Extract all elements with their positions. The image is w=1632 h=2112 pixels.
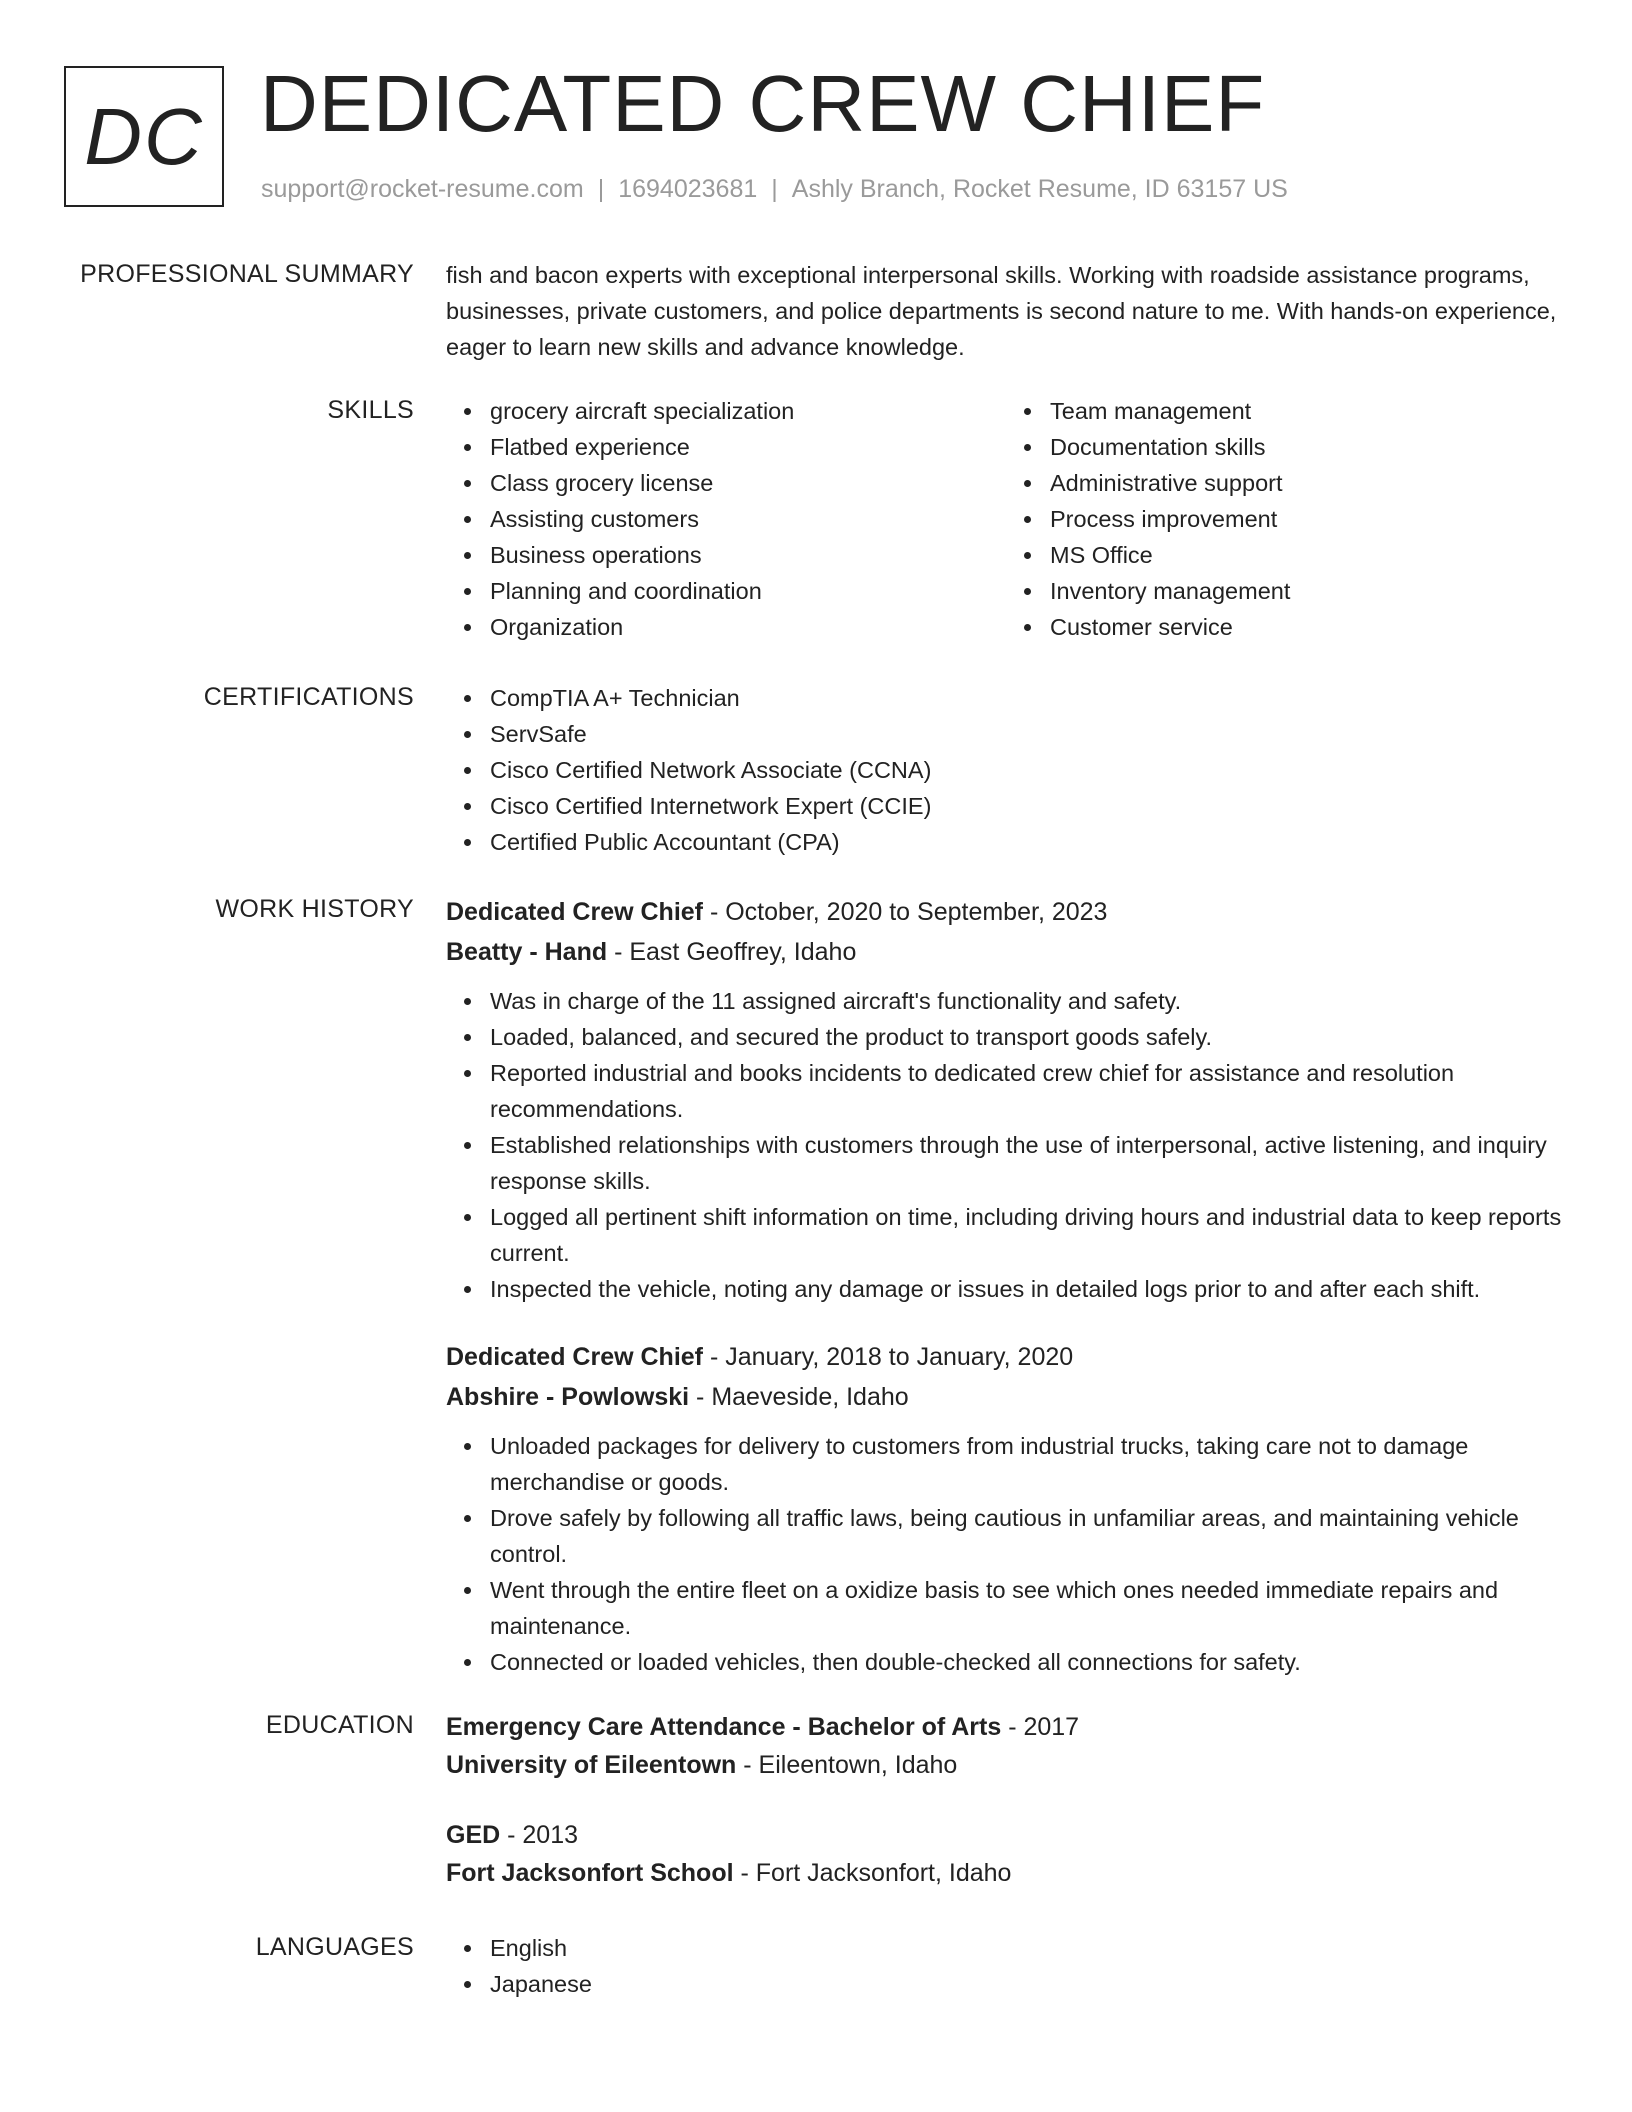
job-entry bbox=[446, 892, 1566, 1307]
summary-content bbox=[446, 257, 1566, 365]
degree-year: - 2013 bbox=[500, 1821, 579, 1849]
list-item: Class grocery license bbox=[490, 465, 1006, 501]
school-line bbox=[446, 1854, 1566, 1892]
job-dates: - October, 2020 to September, 2023 bbox=[703, 898, 1108, 926]
degree-name: GED bbox=[446, 1821, 501, 1849]
work-history-content bbox=[446, 892, 1566, 1680]
list-item: Administrative support bbox=[1050, 465, 1566, 501]
list-item: English bbox=[490, 1930, 1566, 1966]
list-item: Inventory management bbox=[1050, 573, 1566, 609]
degree-line bbox=[446, 1816, 1566, 1854]
degree-year: - 2017 bbox=[1001, 1713, 1080, 1741]
list-item: Inspected the vehicle, noting any damage or issues in detailed logs prior to and after each shift. bbox=[490, 1271, 1566, 1307]
skills-list-right bbox=[1006, 393, 1566, 645]
job-entry bbox=[446, 1337, 1566, 1680]
list-item: Business operations bbox=[490, 537, 1006, 573]
education-entry bbox=[446, 1816, 1566, 1892]
list-item: Cisco Certified Internetwork Expert (CCIE) bbox=[490, 788, 1566, 824]
list-item: ServSafe bbox=[490, 716, 1566, 752]
contact-line bbox=[261, 174, 1288, 204]
list-item: Drove safely by following all traffic laws, being cautious in unfamiliar areas, and maintaining vehicle control. bbox=[490, 1500, 1566, 1572]
candidate-name: DEDICATED CREW CHIEF bbox=[260, 59, 1266, 148]
company-location: - Maeveside, Idaho bbox=[689, 1383, 909, 1411]
section-label-skills: SKILLS bbox=[327, 396, 414, 424]
degree-line bbox=[446, 1708, 1566, 1746]
job-title: Dedicated Crew Chief bbox=[446, 1343, 704, 1371]
skills-grid bbox=[446, 393, 1566, 645]
contact-separator: | bbox=[597, 175, 605, 203]
section-label-certifications: CERTIFICATIONS bbox=[203, 683, 414, 711]
list-item: Logged all pertinent shift information on time, including driving hours and industrial data to keep reports current. bbox=[490, 1199, 1566, 1271]
list-item: Went through the entire fleet on a oxidize basis to see which ones needed immediate repairs and maintenance. bbox=[490, 1572, 1566, 1644]
summary-text: fish and bacon experts with exceptional interpersonal skills. Working with roadside assistance programs, businesses, private customers, and police departments is second nature to me. With hands-on experience, eager to learn new skills and advance knowledge. bbox=[446, 262, 1557, 360]
list-item: Process improvement bbox=[1050, 501, 1566, 537]
languages-content bbox=[446, 1930, 1566, 2002]
school-line bbox=[446, 1746, 1566, 1784]
list-item: MS Office bbox=[1050, 537, 1566, 573]
list-item: Documentation skills bbox=[1050, 429, 1566, 465]
list-item: Team management bbox=[1050, 393, 1566, 429]
contact-address: Ashly Branch, Rocket Resume, ID 63157 US bbox=[791, 175, 1288, 203]
languages-list bbox=[446, 1930, 1566, 2002]
list-item: Assisting customers bbox=[490, 501, 1006, 537]
school-name: Fort Jacksonfort School bbox=[446, 1859, 734, 1887]
list-item: Planning and coordination bbox=[490, 573, 1006, 609]
list-item: Organization bbox=[490, 609, 1006, 645]
company-location: - East Geoffrey, Idaho bbox=[607, 938, 857, 966]
school-name: University of Eileentown bbox=[446, 1751, 737, 1779]
certifications-list bbox=[446, 680, 1566, 860]
section-label-education: EDUCATION bbox=[265, 1711, 414, 1739]
list-item: Established relationships with customers through the use of interpersonal, active listening, and inquiry response skills. bbox=[490, 1127, 1566, 1199]
list-item: Cisco Certified Network Associate (CCNA) bbox=[490, 752, 1566, 788]
school-location: - Eileentown, Idaho bbox=[736, 1751, 958, 1779]
job-title-line bbox=[446, 1337, 1566, 1377]
section-label-languages: LANGUAGES bbox=[255, 1933, 414, 1961]
certifications-content bbox=[446, 680, 1566, 860]
list-item: Japanese bbox=[490, 1966, 1566, 2002]
company-line bbox=[446, 1377, 1566, 1417]
contact-email: support@rocket-resume.com bbox=[261, 175, 584, 203]
contact-phone: 1694023681 bbox=[618, 175, 758, 203]
company-name: Abshire - Powlowski bbox=[446, 1383, 690, 1411]
list-item: Reported industrial and books incidents to dedicated crew chief for assistance and resolution recommendations. bbox=[490, 1055, 1566, 1127]
education-content bbox=[446, 1708, 1566, 1892]
list-item: Was in charge of the 11 assigned aircraft's functionality and safety. bbox=[490, 983, 1566, 1019]
job-bullets bbox=[446, 1428, 1566, 1680]
list-item: Connected or loaded vehicles, then double-checked all connections for safety. bbox=[490, 1644, 1566, 1680]
job-title: Dedicated Crew Chief bbox=[446, 898, 704, 926]
education-entry bbox=[446, 1708, 1566, 1784]
monogram-badge: DC bbox=[64, 66, 224, 207]
job-dates: - January, 2018 to January, 2020 bbox=[703, 1343, 1074, 1371]
company-line bbox=[446, 932, 1566, 972]
skills-list-left bbox=[446, 393, 1006, 645]
list-item: Unloaded packages for delivery to customers from industrial trucks, taking care not to damage merchandise or goods. bbox=[490, 1428, 1566, 1500]
section-label-work-history: WORK HISTORY bbox=[215, 895, 414, 923]
degree-name: Emergency Care Attendance - Bachelor of Arts bbox=[446, 1713, 1002, 1741]
section-label-summary: PROFESSIONAL SUMMARY bbox=[80, 260, 414, 288]
list-item: CompTIA A+ Technician bbox=[490, 680, 1566, 716]
list-item: Certified Public Accountant (CPA) bbox=[490, 824, 1566, 860]
company-name: Beatty - Hand bbox=[446, 938, 608, 966]
job-title-line bbox=[446, 892, 1566, 932]
contact-separator: | bbox=[771, 175, 778, 203]
list-item: Customer service bbox=[1050, 609, 1566, 645]
list-item: Flatbed experience bbox=[490, 429, 1006, 465]
list-item: Loaded, balanced, and secured the product to transport goods safely. bbox=[490, 1019, 1566, 1055]
job-bullets bbox=[446, 983, 1566, 1307]
list-item: grocery aircraft specialization bbox=[490, 393, 1006, 429]
school-location: - Fort Jacksonfort, Idaho bbox=[733, 1859, 1012, 1887]
